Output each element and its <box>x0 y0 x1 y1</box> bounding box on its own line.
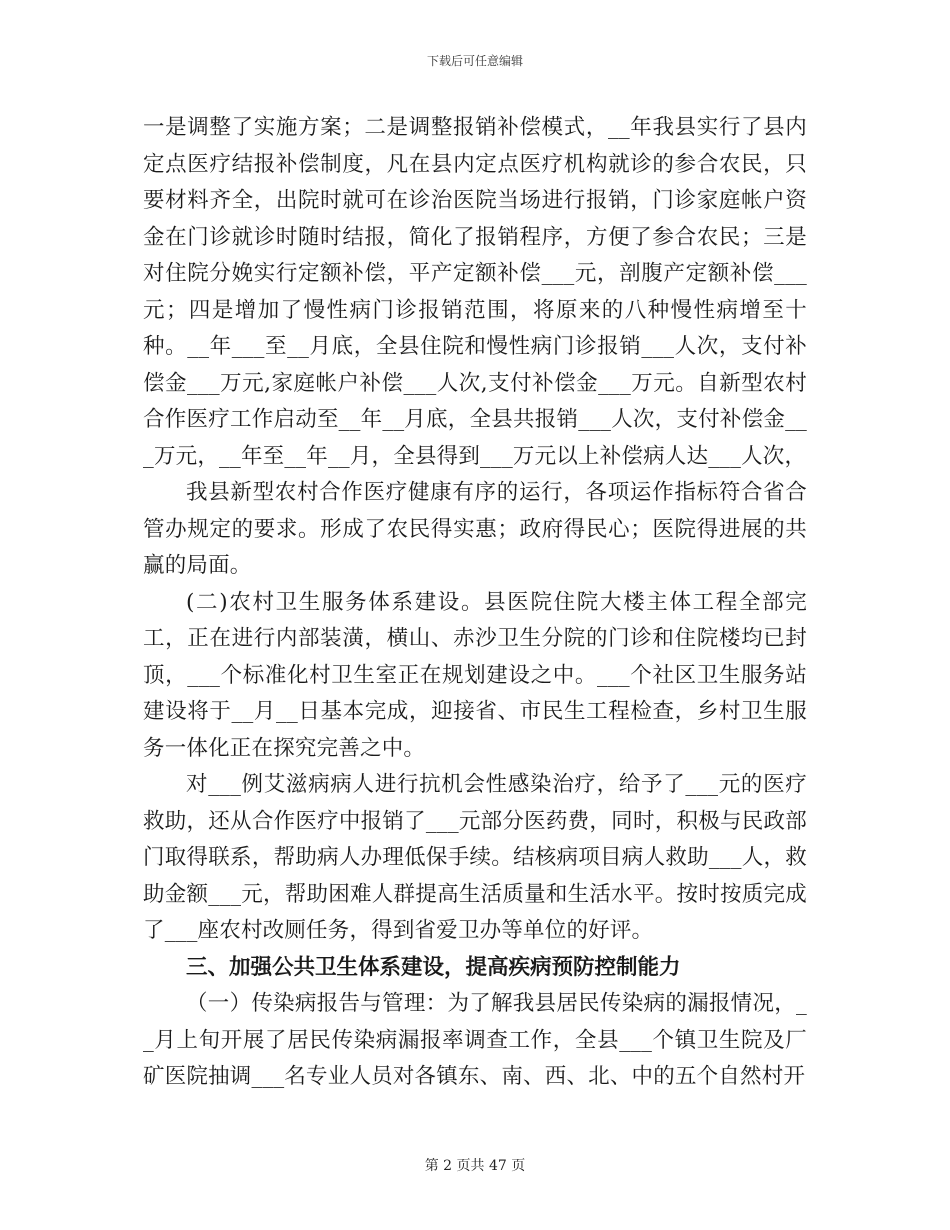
page-number-footer: 第 2 页共 47 页 <box>424 1158 526 1174</box>
document-body <box>143 110 807 1096</box>
section-heading-public-health: 三、加强公共卫生体系建设，提高疾病预防控制能力 <box>186 954 681 980</box>
paragraph-reimbursement-reform: 一是调整了实施方案；二是调整报销补偿模式，__年我县实行了县内定点医疗结报补偿制度，凡在县内定点医疗机构就诊的参合农民，只要材料齐全，出院时就可在诊治医院当场进行报销，门诊家庭帐户资金在门诊就诊时随时结报，简化了报销程序，方便了参合农民；三是对住院分娩实行定额补偿，平产定额补偿___元，剖腹产定额补偿___元；四是增加了慢性病门诊报销范围，将原来的八种慢性病增至十种。__年___至__月底，全县住院和慢性病门诊报销___人次，支付补偿金___万元,家庭帐户补偿___人次,支付补偿金___万元。自新型农村合作医疗工作启动至__年__月底，全县共报销___人次，支付补偿金___万元，__年至__年__月，全县得到___万元以上补偿病人达___人次， <box>143 115 807 469</box>
paragraph-aids-assistance: 对___例艾滋病病人进行抗机会性感染治疗，给予了___元的医疗救助，还从合作医疗中报销了___元部分医药费，同时，积极与民政部门取得联系，帮助病人办理低保手续。结核病项目病人救助___人，救助金额___元，帮助困难人群提高生活质量和生活水平。按时按质完成了___座农村改厕任务，得到省爱卫办等单位的好评。 <box>143 772 807 943</box>
paragraph-cooperative-outcome: 我县新型农村合作医疗健康有序的运行，各项运作指标符合省合管办规定的要求。形成了农民得实惠；政府得民心；医院得进展的共赢的局面。 <box>143 480 807 578</box>
paragraph-rural-health-system: (二)农村卫生服务体系建设。县医院住院大楼主体工程全部完工，正在进行内部装潢，横山、赤沙卫生分院的门诊和住院楼均已封顶，___个标准化村卫生室正在规划建设之中。___个社区卫生服务站建设将于__月__日基本完成，迎接省、市民生工程检查，乡村卫生服务一体化正在探究完善之中。 <box>143 589 807 761</box>
paragraph-infectious-disease-reporting: （一）传染病报告与管理：为了解我县居民传染病的漏报情况，__月上旬开展了居民传染病漏报率调查工作，全县___个镇卫生院及厂矿医院抽调___名专业人员对各镇东、南、西、北、中的五个自然村开 <box>143 991 807 1089</box>
page-header-note: 下载后可任意编辑 <box>426 54 523 68</box>
